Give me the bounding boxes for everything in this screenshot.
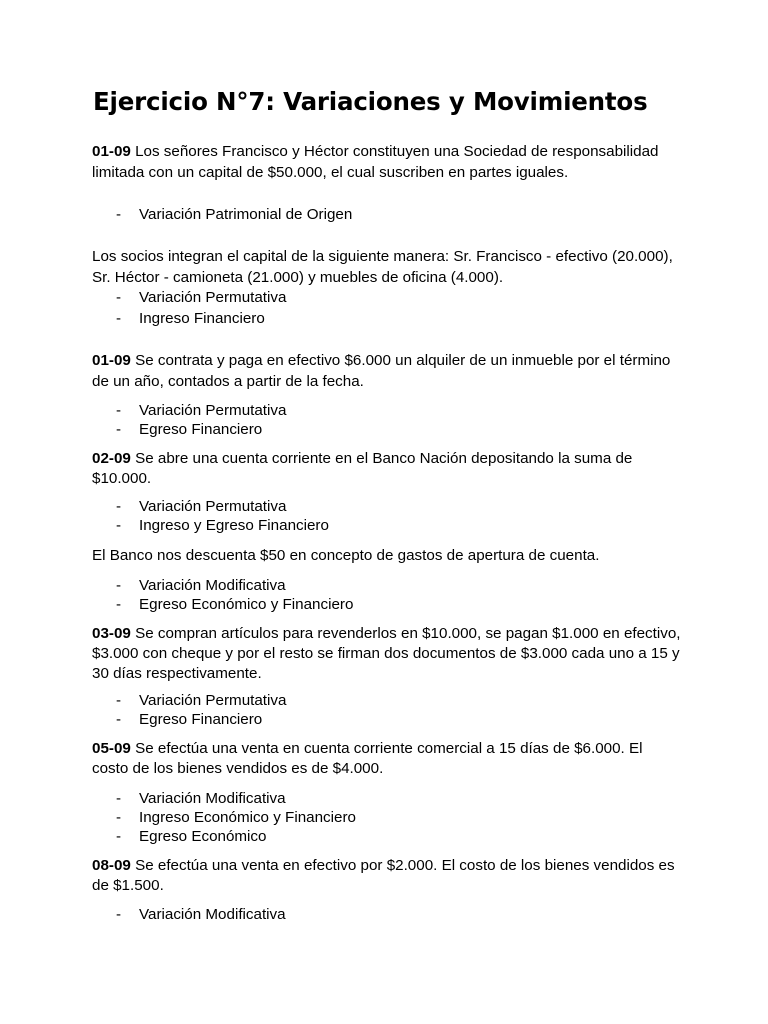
entry-paragraph [92,449,682,489]
list-item [116,288,286,307]
list-item-label: Variación Permutativa [139,692,287,709]
entry-text: Los señores Francisco y Héctor constituyen una Sociedad de responsabilidad limitada con un capital de $50.000, el cual suscriben en partes iguales. [92,143,659,181]
list-item [116,309,286,328]
list-item [116,808,356,827]
entry-list [116,576,353,614]
entry-date: 01-09 [92,352,131,369]
entry-date: 05-09 [92,740,131,757]
dash-bullet: - [116,828,122,846]
list-item-label: Egreso Económico [139,828,267,846]
entry-text: Se contrata y paga en efectivo $6.000 un alquiler de un inmueble por el término de un año, contados a partir de la fecha. [92,352,671,390]
entry-text: Se efectúa una venta en cuenta corriente comercial a 15 días de $6.000. El costo de los bienes vendidos es de $4.000. [92,740,643,777]
list-item [116,576,353,595]
list-item-label: Ingreso Económico y Financiero [139,809,356,827]
entry-paragraph [92,350,682,392]
list-item-label: Egreso Financiero [139,421,263,439]
list-item-label: Variación Permutativa [139,289,287,306]
list-item [116,827,356,846]
list-item [116,710,286,729]
dash-bullet: - [116,310,122,328]
dash-bullet: - [116,711,122,729]
dash-bullet: - [116,517,122,535]
entry-text: Se compran artículos para revenderlos en $10.000, se pagan $1.000 en efectivo, $3.000 con cheque y por el resto se firman dos documentos de $3.000 cada uno a 15 y 30 días respectivamente. [92,625,681,682]
list-item-label: Egreso Económico y Financiero [139,596,354,614]
dash-bullet: - [116,498,122,515]
entry-text: Los socios integran el capital de la siguiente manera: Sr. Francisco - efectivo (20.000), Sr. Héctor - camioneta (21.000) y muebles de oficina (4.000). [92,248,673,286]
list-item [116,595,353,614]
list-item [116,497,329,516]
list-item [116,205,352,224]
entry-list [116,497,329,535]
dash-bullet: - [116,692,122,709]
entry-date: 02-09 [92,450,131,467]
list-item-label: Ingreso y Egreso Financiero [139,517,329,535]
page-title: Ejercicio N°7: Variaciones y Movimientos [93,87,648,116]
dash-bullet: - [116,577,122,594]
dash-bullet: - [116,206,122,223]
entry-text: El Banco nos descuenta $50 en concepto de gastos de apertura de cuenta. [92,547,600,564]
list-item [116,516,329,535]
entry-paragraph [92,856,682,896]
entry-list [116,401,286,439]
entry-list [116,288,286,328]
entry-paragraph [92,545,682,566]
list-item [116,905,286,924]
list-item-label: Variación Patrimonial de Origen [139,206,353,223]
entry-list [116,205,352,224]
entry-paragraph [92,624,682,684]
list-item-label: Variación Modificativa [139,790,286,807]
entry-paragraph [92,141,682,183]
list-item [116,789,356,808]
dash-bullet: - [116,402,122,419]
entry-list [116,691,286,729]
list-item-label: Variación Permutativa [139,402,287,419]
list-item-label: Egreso Financiero [139,711,263,729]
entry-date: 08-09 [92,857,131,874]
dash-bullet: - [116,289,122,306]
list-item [116,401,286,420]
list-item [116,691,286,710]
list-item-label: Ingreso Financiero [139,310,265,328]
list-item-label: Variación Modificativa [139,577,286,594]
list-item-label: Variación Modificativa [139,906,286,923]
entry-text: Se abre una cuenta corriente en el Banco Nación depositando la suma de $10.000. [92,450,633,487]
list-item [116,420,286,439]
dash-bullet: - [116,421,122,439]
dash-bullet: - [116,809,122,827]
entry-paragraph [92,739,682,779]
dash-bullet: - [116,790,122,807]
list-item-label: Variación Permutativa [139,498,287,515]
entry-list [116,789,356,847]
dash-bullet: - [116,906,122,923]
dash-bullet: - [116,596,122,614]
entry-paragraph [92,246,682,288]
entry-text: Se efectúa una venta en efectivo por $2.000. El costo de los bienes vendidos es de $1.500. [92,857,675,894]
entry-date: 01-09 [92,143,131,160]
entry-date: 03-09 [92,625,131,642]
entry-list [116,905,286,924]
